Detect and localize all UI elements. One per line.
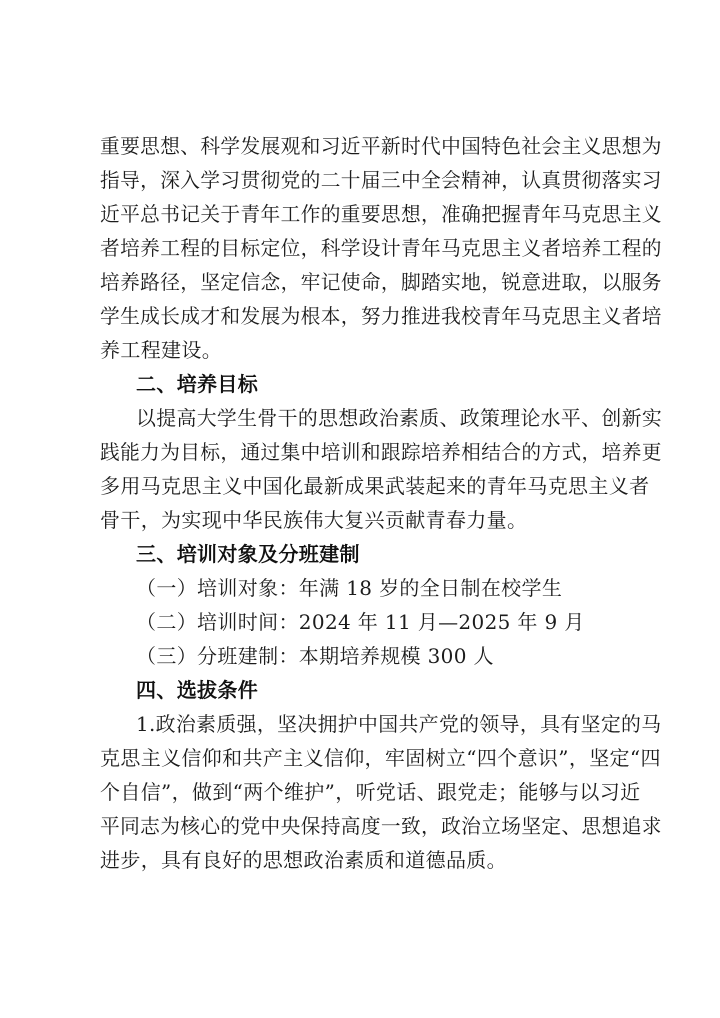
paragraph-line: 骨干，为实现中华民族伟大复兴贡献青春力量。	[100, 508, 528, 532]
section-heading-selection: 四、选拔条件	[136, 678, 259, 702]
list-item: （三）分班建制：本期培养规模 300 人	[136, 644, 494, 668]
paragraph-line: 指导，深入学习贯彻党的二十届三中全会精神，认真贯彻落实习	[100, 168, 662, 192]
paragraph-line: 个自信”，做到“两个维护”，听党话、跟党走；能够与以习近	[100, 780, 641, 804]
paragraph-line: 重要思想、科学发展观和习近平新时代中国特色社会主义思想为	[100, 134, 662, 158]
list-item: （二）培训时间：2024 年 11 月—2025 年 9 月	[136, 610, 585, 634]
section-heading-trainees: 三、培训对象及分班建制	[136, 542, 360, 566]
paragraph-line: 养工程建设。	[100, 338, 223, 362]
paragraph-line: 践能力为目标，通过集中培训和跟踪培养相结合的方式，培养更	[100, 440, 662, 464]
paragraph-line: 者培养工程的目标定位，科学设计青年马克思主义者培养工程的	[100, 236, 662, 260]
list-item: （一）培训对象：年满 18 岁的全日制在校学生	[136, 576, 563, 600]
paragraph-line: 克思主义信仰和共产主义信仰，牢固树立“四个意识”，坚定“四	[100, 746, 661, 770]
paragraph-line: 1.政治素质强，坚决拥护中国共产党的领导，具有坚定的马	[136, 712, 662, 736]
paragraph-line: 以提高大学生骨干的思想政治素质、政策理论水平、创新实	[136, 406, 663, 430]
section-heading-goals: 二、培养目标	[136, 372, 259, 396]
paragraph-line: 多用马克思主义中国化最新成果武装起来的青年马克思主义者	[100, 474, 650, 498]
paragraph-line: 进步，具有良好的思想政治素质和道德品质。	[100, 848, 507, 872]
paragraph-line: 培养路径，坚定信念，牢记使命，脚踏实地，锐意进取，以服务	[100, 270, 662, 294]
paragraph-line: 近平总书记关于青年工作的重要思想，准确把握青年马克思主义	[100, 202, 662, 226]
paragraph-line: 平同志为核心的党中央保持高度一致，政治立场坚定、思想追求	[100, 814, 662, 838]
paragraph-line: 学生成长成才和发展为根本，努力推进我校青年马克思主义者培	[100, 304, 662, 328]
